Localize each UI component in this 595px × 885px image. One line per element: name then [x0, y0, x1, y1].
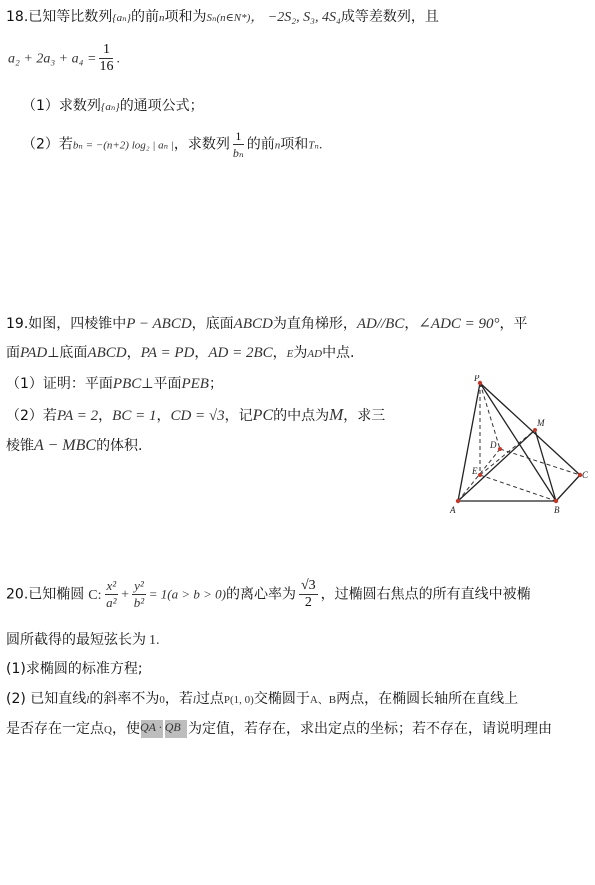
q20-frac-x — [105, 578, 119, 611]
q18-line2 — [8, 42, 120, 75]
q18-part1-label: （1）求数列 — [22, 98, 101, 114]
q18-fraction — [99, 42, 113, 75]
q19-text-plane: ，平 — [499, 316, 528, 332]
vertex-e — [478, 473, 482, 477]
vertex-b — [554, 499, 558, 503]
q18-number-text: 18.已知等比数列 — [6, 9, 113, 25]
label-e: E — [472, 466, 478, 476]
q19-parallel: AD//BC — [356, 316, 405, 332]
q18-n: n — [159, 12, 165, 24]
q20-p2-t1: (2) 已知直线 — [6, 691, 87, 707]
q19-text-trapezoid: 为直角梯形， — [272, 316, 357, 332]
q19-l2-t6: 为 — [293, 345, 308, 361]
q20-p2b-t3: 为定值，若存在，求出定点的坐标；若不存在，请说明理由 — [187, 721, 552, 737]
q19-ad-2bc: AD = 2BC — [208, 345, 273, 361]
q18-text-mid1: 的前 — [131, 9, 160, 25]
q18-part2-frac-num: 1 — [233, 128, 244, 145]
q20-frac-y — [132, 578, 146, 611]
label-d: D — [490, 440, 497, 450]
q19-p2-t4: ，记 — [224, 408, 253, 424]
q18-text-suffix: 成等差数列，且 — [340, 9, 439, 25]
q18-sn: Sₙ(n∈N*) — [206, 12, 251, 24]
q19-l2-t3: ， — [126, 345, 141, 361]
edge-eb — [480, 475, 556, 501]
q20-p2-l: l — [86, 694, 90, 706]
q19-amb: A − MBC — [34, 437, 97, 454]
q20-frac-x-num: x² — [106, 578, 117, 593]
q20-frac-y-num: y² — [134, 578, 144, 593]
q18-part2-fraction — [233, 128, 244, 161]
q19-p2-t1: （2）若 — [6, 408, 57, 424]
q19-p2-t5: 的中点为 — [273, 408, 330, 424]
q20-l1-t3: ，过椭圆右焦点的所有直线中被椭 — [320, 586, 531, 603]
q19-abcd: ABCD — [233, 316, 273, 332]
q19-angle: ∠ADC = 90° — [418, 316, 500, 332]
q18-part2-label: （2）若 — [22, 136, 73, 153]
q20-p2-ab: A、B — [309, 694, 337, 706]
q18-part2-end2: . — [318, 137, 323, 153]
q20-eq: = 1(a > b > 0) — [148, 586, 226, 602]
q19-p1-t2: ⊥平面 — [141, 376, 182, 392]
q19-pa-pd: PA = PD — [140, 345, 195, 361]
q19-cd: CD = √3 — [170, 408, 225, 424]
q19-p2b-t2: 的体积. — [96, 438, 143, 454]
q18-line1 — [6, 6, 439, 26]
q19-pc: PC — [252, 407, 274, 424]
q20-p2-l2: l — [192, 694, 196, 706]
q19-number-text: 19.如图，四棱锥中 — [6, 316, 127, 332]
q19-line2 — [6, 342, 355, 362]
q18-part2-bn: bₙ = −(n+2) log₂ | aₙ | — [72, 139, 174, 152]
q19-part2 — [6, 405, 385, 425]
q20-part1-text: (1)求椭圆的标准方程; — [6, 661, 143, 677]
q19-p1-t1: （1）证明：平面 — [6, 376, 113, 392]
vertex-a — [456, 499, 460, 503]
q19-l2-t1: 面 — [6, 345, 20, 361]
q19-m: M — [329, 405, 344, 424]
q18-text-mid2: 项和为 — [164, 9, 207, 25]
q19-text-base: ，底面 — [191, 316, 234, 332]
q20-p2b-t2: ，使 — [111, 721, 140, 737]
q19-p2-t2: ， — [98, 408, 113, 424]
q20-plus: + — [121, 587, 130, 603]
q20-p2b-t1: 是否存在一定点 — [6, 721, 104, 737]
q20-p2-t2: 的斜率不为 — [89, 691, 160, 707]
q19-l2-t7: 中点. — [322, 345, 355, 361]
q18-part2-n: n — [274, 139, 281, 152]
label-c: C — [582, 470, 589, 480]
q19-part1 — [6, 373, 223, 393]
q20-p2-t3: ，若 — [164, 691, 193, 707]
q20-line2 — [6, 629, 160, 649]
q20-p2-zero: 0 — [159, 694, 165, 706]
q18-frac-num: 1 — [99, 42, 113, 59]
edge-bc — [556, 475, 580, 501]
q20-l2-t1: 圆所截得的最短弦长为 — [6, 632, 146, 648]
q18-part2-end1: 项和 — [280, 136, 309, 153]
q18-line2-end: . — [116, 51, 120, 67]
q20-p2-point: P(1, 0) — [223, 694, 254, 706]
pyramid-figure — [440, 375, 590, 520]
q18-math-terms: ， −2S₂, S₃, 4S₄ — [250, 10, 341, 25]
q20-part2b — [6, 718, 552, 738]
q18-part1 — [22, 95, 204, 115]
q19-e: E — [286, 348, 294, 360]
q20-vector-text: QA · QB — [139, 720, 181, 734]
q20-l1-t2: 的离心率为 — [225, 586, 296, 603]
edge-dc — [500, 449, 580, 475]
q18-part2-mid: ，求数列 — [173, 136, 230, 153]
q19-comma1: ， — [404, 316, 419, 332]
q20-frac-y-den: b² — [133, 595, 145, 610]
q20-p2-t4: 过点 — [195, 691, 224, 707]
q20-l2-one: 1 — [149, 633, 156, 648]
q18-eq: a₂ + 2a₃ + a₄ = — [8, 51, 97, 67]
q18-seq-a: {aₙ} — [112, 12, 132, 24]
q19-l2-t2: ⊥底面 — [47, 345, 88, 361]
q19-ad: AD — [307, 348, 323, 360]
q18-part2-tn: Tₙ — [308, 139, 319, 152]
label-b: B — [554, 505, 560, 515]
q19-p2-t6: ，求三 — [343, 408, 386, 424]
label-p: P — [474, 375, 480, 383]
q20-number-text: 20.已知椭圆 — [6, 586, 85, 603]
q20-c: C: — [88, 587, 102, 603]
q20-part2 — [6, 688, 518, 708]
q18-part1-seq: {aₙ} — [100, 101, 120, 113]
q19-p2-t3: ， — [156, 408, 171, 424]
q19-pa2: PA = 2 — [56, 408, 99, 424]
q18-part2-mid2: 的前 — [246, 136, 275, 153]
q20-line1 — [6, 578, 531, 611]
q19-pad: PAD — [20, 345, 48, 361]
q20-p2-t5: 交椭圆于 — [253, 691, 310, 707]
q19-p1-t3: ； — [208, 376, 223, 392]
q20-vector-expr — [140, 720, 188, 738]
q18-part2-frac-den: bₙ — [232, 146, 244, 160]
q20-frac-x-den: a² — [106, 595, 117, 610]
q19-p2b-t1: 棱锥 — [6, 438, 34, 454]
q19-peb: PEB — [181, 376, 209, 392]
q20-frac-ecc-num: √3 — [300, 578, 316, 593]
q19-part2b — [6, 435, 143, 455]
q20-p2b-q: Q — [104, 724, 112, 736]
q19-l2-t5: ， — [272, 345, 287, 361]
label-m: M — [537, 418, 545, 428]
q19-bc1: BC = 1 — [112, 408, 157, 424]
q18-part1-end: 的通项公式； — [119, 98, 204, 114]
q20-p2-t6: 两点，在椭圆长轴所在直线上 — [336, 691, 519, 707]
q20-frac-ecc — [299, 578, 318, 611]
q19-line1 — [6, 313, 528, 333]
q19-pyramid: P − ABCD — [126, 316, 192, 332]
q18-part2 — [22, 128, 322, 161]
vertex-d — [498, 447, 502, 451]
q20-part1 — [6, 658, 143, 678]
edge-mb — [535, 430, 556, 501]
q19-l2-abcd: ABCD — [87, 345, 127, 361]
q19-pbc: PBC — [112, 376, 142, 392]
q18-frac-den: 16 — [99, 59, 114, 74]
label-a: A — [450, 505, 456, 515]
q20-l2-t2: . — [156, 633, 160, 648]
vertex-m — [533, 428, 537, 432]
q19-l2-t4: ， — [194, 345, 209, 361]
q20-frac-ecc-den: 2 — [304, 595, 312, 610]
